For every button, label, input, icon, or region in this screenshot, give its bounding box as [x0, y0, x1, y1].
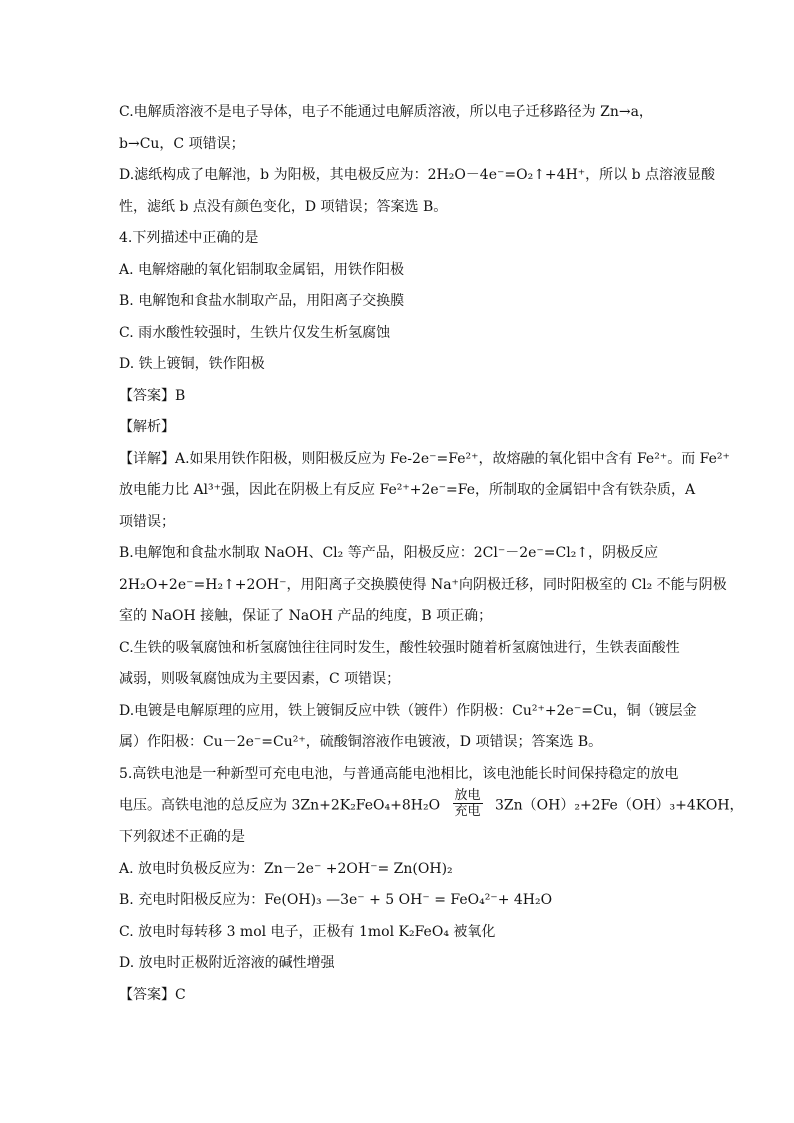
- text-line: 放电能力比 Al³⁺强，因此在阴极上有反应 Fe²⁺+2e⁻=Fe，所制取的金属铝中含有铁杂质，A: [119, 482, 696, 498]
- text-line: C.生铁的吸氧腐蚀和析氢腐蚀往往同时发生，酸性较强时随着析氢腐蚀进行，生铁表面酸性: [119, 639, 680, 656]
- answer-label: 【答案】C: [119, 986, 186, 1003]
- option-c: C. 放电时每转移 3 mol 电子，正极有 1mol K₂FeO₄ 被氧化: [119, 923, 496, 940]
- reaction-arrow: [453, 788, 483, 819]
- option-b: B. 电解饱和食盐水制取产品，用阳离子交换膜: [119, 293, 405, 309]
- text-line: 2H₂O+2e⁻=H₂↑+2OH⁻，用阳离子交换膜使得 Na⁺向阴极迁移，同时阳极室的 Cl₂ 不能与阴极: [119, 576, 727, 593]
- analysis-label: 【解析】: [119, 419, 175, 435]
- question-4-stem: 4.下列描述中正确的是: [119, 230, 259, 246]
- question-5-stem: 5.高铁电池是一种新型可充电电池，与普通高能电池相比，该电池能长时间保持稳定的放电: [119, 765, 679, 782]
- text-line: 下列叙述不正确的是: [119, 829, 245, 845]
- text-line: 属）作阳极：Cu－2e⁻=Cu²⁺，硫酸铜溶液作电镀液，D 项错误；答案选 B。: [119, 734, 603, 750]
- text-line: D.滤纸构成了电解池，b 为阳极，其电极反应为：2H₂O－4e⁻=O₂↑+4H⁺，所以 b 点溶液显酸: [119, 167, 716, 183]
- text-line: C.电解质溶液不是电子导体，电子不能通过电解质溶液，所以电子迁移路径为 Zn→a，: [119, 104, 653, 120]
- option-b: B. 充电时阳极反应为：Fe(OH)₃ —3e⁻ + 5 OH⁻ = FeO₄²⁻+ 4H₂O: [119, 892, 553, 908]
- text-line: 性，滤纸 b 点没有颜色变化，D 项错误；答案选 B。: [119, 198, 448, 215]
- document-body: [119, 97, 744, 1011]
- arrow-label-charge: 充电: [454, 804, 481, 819]
- equation-reactants: 电压。高铁电池的总反应为 3Zn+2K₂FeO₄+8H₂O: [119, 797, 441, 814]
- option-a: A. 放电时负极反应为：Zn－2e⁻ +2OH⁻= Zn(OH)₂: [119, 860, 453, 877]
- text-line: 室的 NaOH 接触，保证了 NaOH 产品的纯度，B 项正确；: [119, 608, 493, 624]
- option-d: D. 铁上镀铜，铁作阳极: [119, 356, 265, 372]
- option-d: D. 放电时正极附近溶液的碱性增强: [119, 955, 335, 971]
- text-line: B.电解饱和食盐水制取 NaOH、Cl₂ 等产品，阳极反应：2Cl⁻－2e⁻=Cl₂↑，阴极反应: [119, 545, 659, 561]
- text-line: 减弱，则吸氧腐蚀成为主要因素，C 项错误；: [119, 671, 401, 687]
- text-line: b→Cu，C 项错误；: [119, 135, 245, 152]
- arrow-label-discharge: 放电: [454, 788, 481, 803]
- text-line: D.电镀是电解原理的应用，铁上镀铜反应中铁（镀件）作阴极：Cu²⁺+2e⁻=Cu，铜（镀层金: [119, 702, 697, 719]
- option-c: C. 雨水酸性较强时，生铁片仅发生析氢腐蚀: [119, 324, 391, 341]
- equation-products: 3Zn（OH）₂+2Fe（OH）₃+4KOH，: [495, 797, 744, 814]
- text-line: 项错误；: [119, 513, 175, 530]
- answer-label: 【答案】B: [119, 387, 186, 404]
- option-a: A. 电解熔融的氧化铝制取金属铝，用铁作阳极: [119, 261, 405, 278]
- reaction-equation: [119, 788, 744, 822]
- text-line: 【详解】A.如果用铁作阳极，则阳极反应为 Fe-2e⁻=Fe²⁺，故熔融的氧化铝中含有 Fe²⁺。而 Fe²⁺: [119, 450, 730, 467]
